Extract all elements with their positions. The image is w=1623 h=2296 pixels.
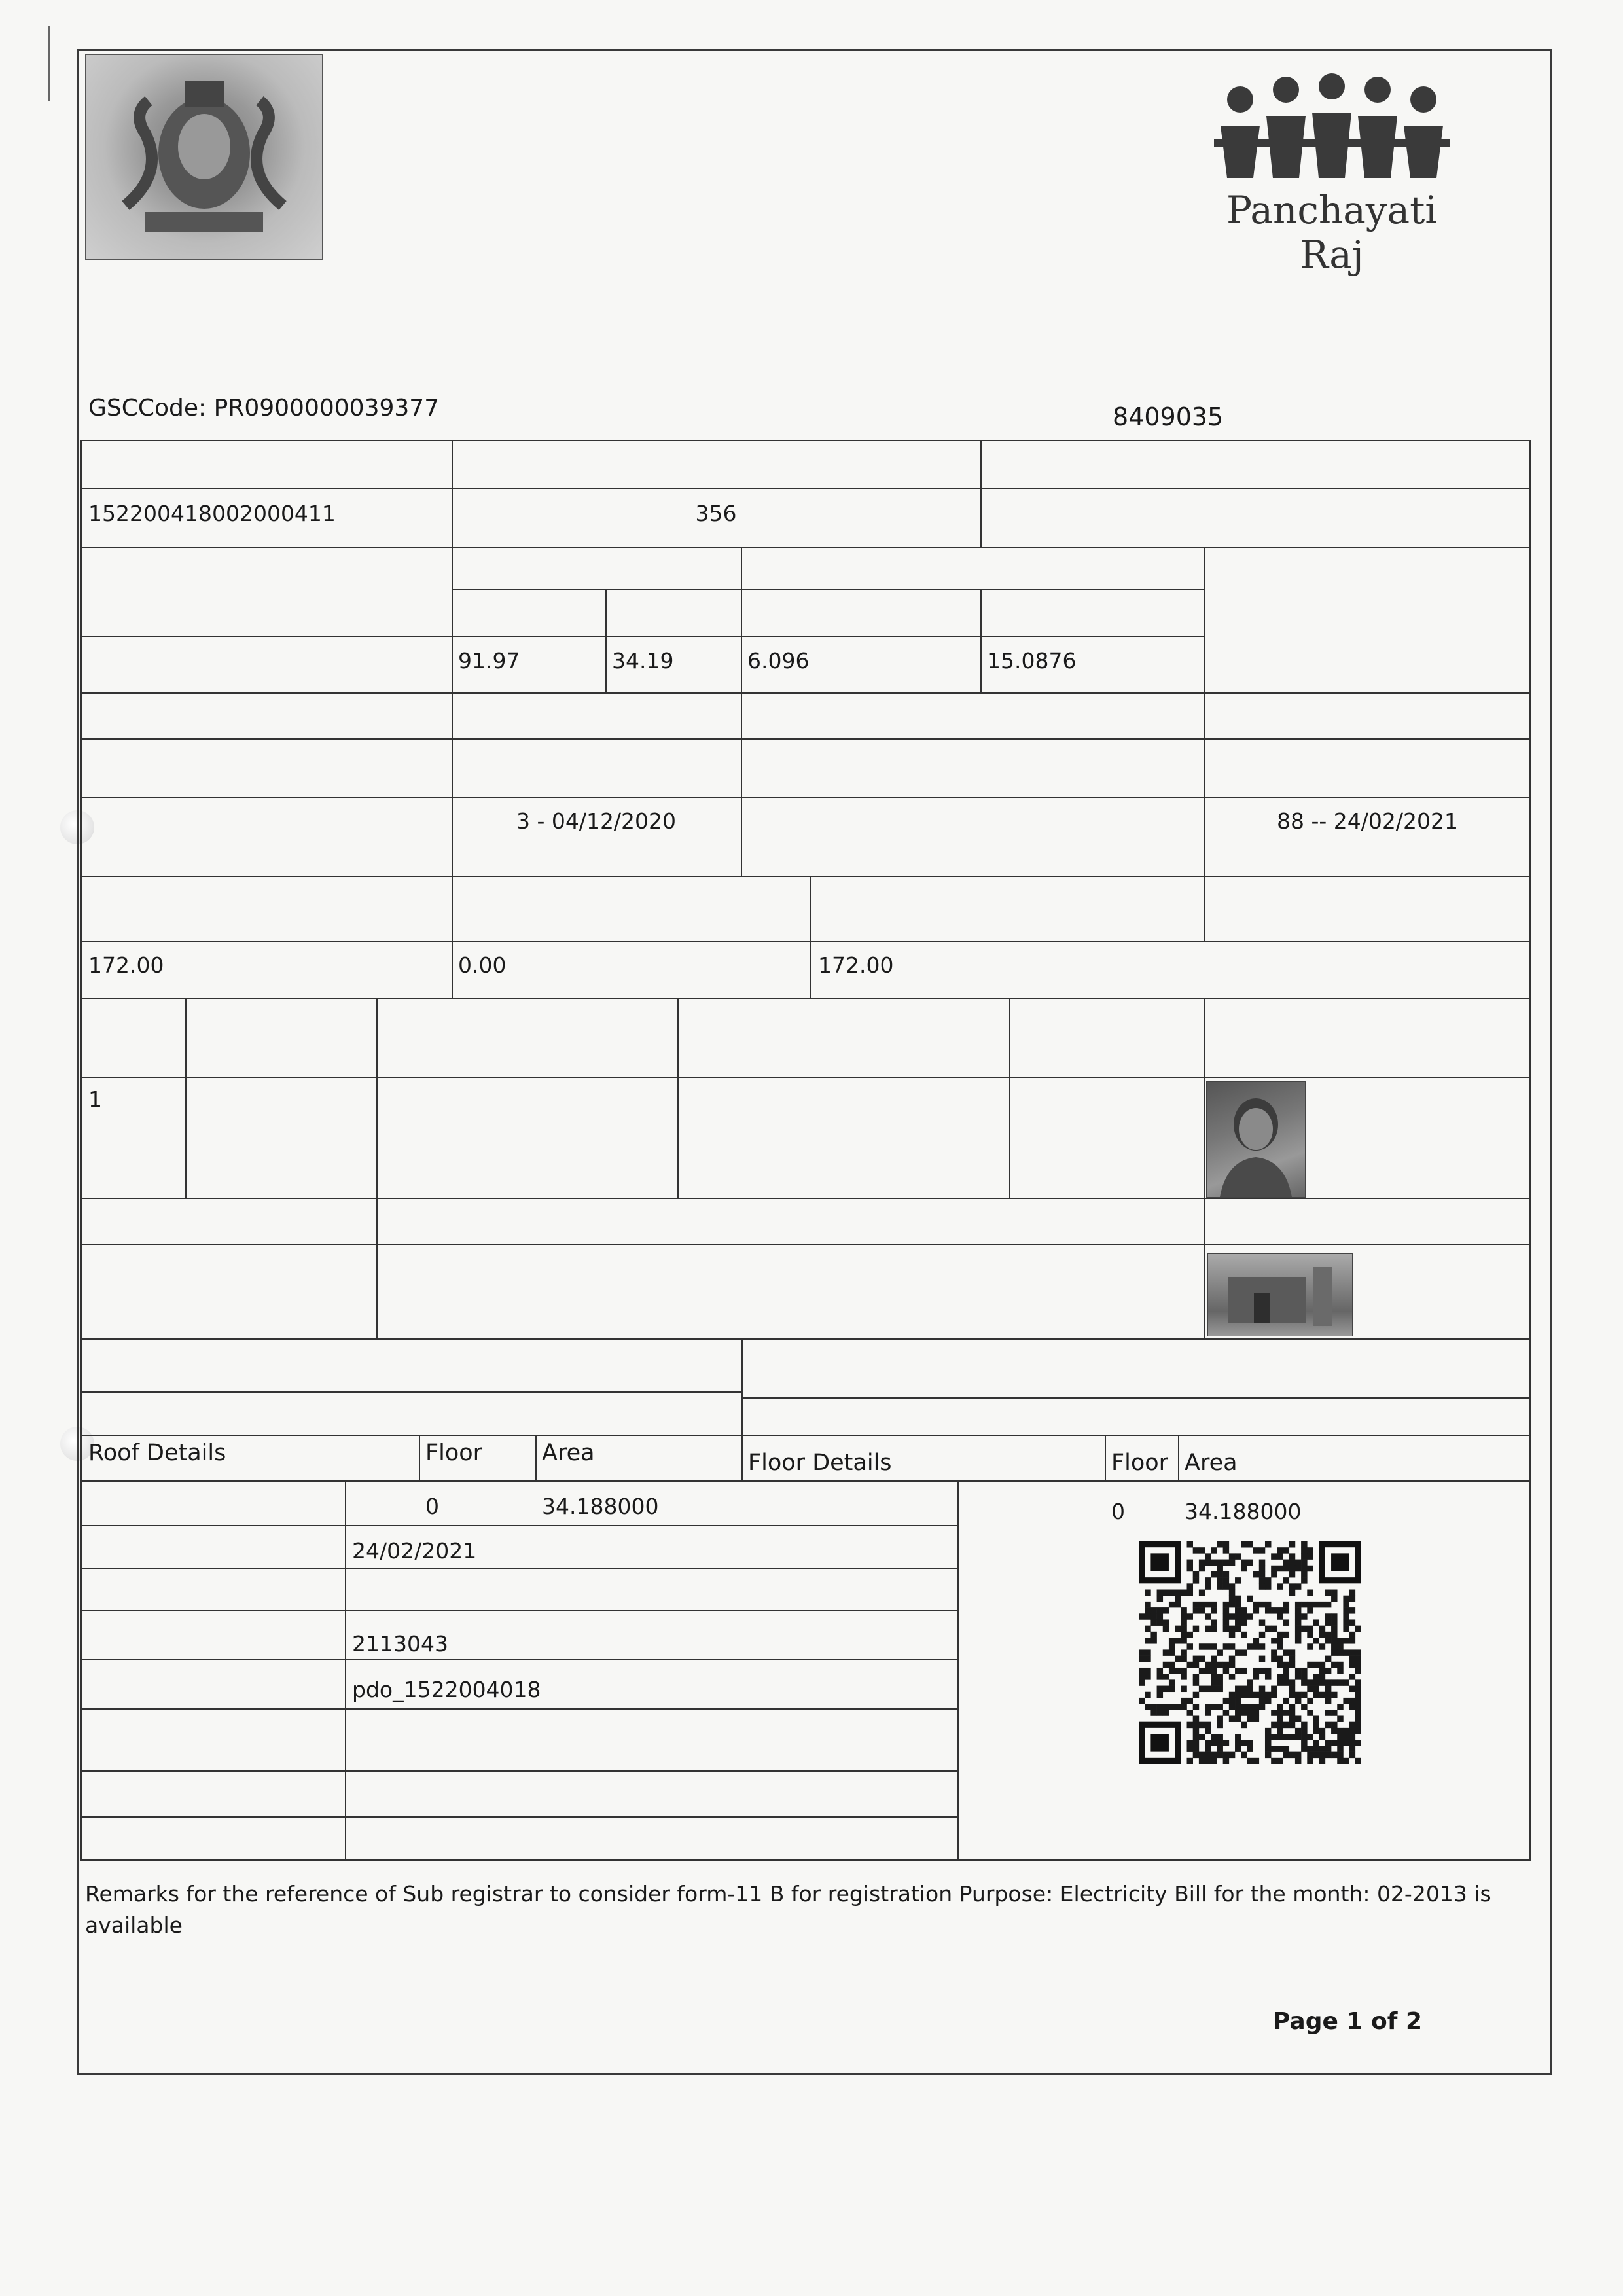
building-area: 34.19 — [612, 648, 674, 673]
flooring-area: 34.188000 — [1185, 1499, 1302, 1524]
row-rule — [80, 488, 1531, 489]
resolution-value: 3 - 04/12/2020 — [516, 808, 677, 834]
receipt-number: 2113043 — [352, 1631, 448, 1657]
panchayati-raj-logo — [1201, 73, 1463, 277]
owner-photo — [1206, 1081, 1306, 1198]
row-rule — [80, 941, 1531, 942]
col-rule — [741, 692, 742, 876]
paid-tax: 0.00 — [458, 952, 507, 978]
row-rule — [80, 1708, 957, 1710]
col-rule — [677, 998, 679, 1198]
col-rule — [376, 998, 378, 1338]
col-rule — [980, 440, 982, 547]
col-rule — [345, 1480, 346, 1860]
row-rule — [80, 998, 1531, 999]
issued-by: pdo_1522004018 — [352, 1677, 541, 1702]
row-rule — [452, 589, 1204, 590]
page-number: Page 1 of 2 — [1273, 2008, 1422, 2035]
property-id: 152200418002000411 — [88, 501, 336, 526]
row-rule — [80, 876, 1531, 877]
row-rule — [80, 1610, 957, 1611]
flooring-floor-header: Floor — [1111, 1450, 1169, 1476]
remarks: Remarks for the reference of Sub registrar to consider form-11 B for registration Purpose: Electricity Bill for the month: 02-2013 is available — [85, 1881, 1491, 1938]
row-rule — [80, 1659, 957, 1660]
row-rule — [80, 636, 1204, 637]
col-rule — [452, 692, 453, 876]
row-rule — [80, 1860, 1531, 1861]
col-rule — [741, 1338, 743, 1435]
balance-tax: 172.00 — [818, 952, 894, 978]
row-rule — [741, 1397, 1531, 1399]
row-rule — [80, 1435, 1531, 1436]
col-rule — [980, 589, 982, 692]
flooring-area-header: Area — [1185, 1450, 1238, 1476]
sadari-number: 356 — [695, 501, 737, 526]
row-rule — [80, 1077, 1531, 1078]
row-rule — [80, 1198, 1531, 1199]
col-rule — [452, 440, 453, 692]
row-rule — [80, 738, 1531, 740]
row-rule — [80, 547, 1531, 548]
roof-details-title: Roof Details — [88, 1440, 226, 1466]
property-photo — [1207, 1253, 1353, 1336]
state-emblem — [85, 54, 323, 260]
row-rule — [80, 1770, 957, 1772]
flooring-floor: 0 — [1111, 1499, 1125, 1524]
col-rule — [419, 1435, 420, 1480]
col-rule — [741, 547, 742, 692]
row-rule — [80, 1816, 957, 1818]
row-rule — [80, 1480, 1531, 1482]
scan-mark — [48, 26, 50, 101]
col-rule — [741, 1435, 743, 1480]
qr-code — [1139, 1541, 1361, 1764]
row-rule — [80, 1391, 741, 1393]
col-rule — [1009, 998, 1010, 1198]
col-rule — [810, 876, 812, 998]
roof-floor-header: Floor — [425, 1440, 483, 1466]
row-rule — [80, 797, 1531, 798]
row-rule — [80, 1568, 957, 1569]
print-date: 24/02/2021 — [352, 1538, 477, 1564]
row-rule — [80, 692, 1531, 694]
roof-floor: 0 — [425, 1494, 439, 1519]
certificate-value: 8409035 — [1113, 403, 1224, 431]
owner-number: 1 — [88, 1086, 102, 1112]
certificate-number — [1113, 403, 1223, 431]
row-rule — [80, 1244, 1531, 1245]
col-rule — [957, 1480, 959, 1860]
row-rule — [80, 1525, 957, 1526]
total-tax: 172.00 — [88, 952, 164, 978]
row-rule — [80, 1338, 1531, 1340]
north-south-value: 15.0876 — [987, 648, 1077, 673]
col-rule — [452, 876, 453, 998]
col-rule — [1204, 547, 1205, 692]
east-west-value: 6.096 — [747, 648, 810, 673]
col-rule — [605, 589, 607, 692]
col-rule — [535, 1435, 537, 1480]
floor-details-title: Floor Details — [748, 1450, 892, 1476]
col-rule — [1178, 1435, 1179, 1480]
logo-text: Panchayati Raj — [1226, 188, 1437, 277]
roof-area-header: Area — [542, 1440, 595, 1466]
mutation-value: 88 -- 24/02/2021 — [1277, 808, 1458, 834]
col-rule — [1204, 998, 1205, 1338]
col-rule — [185, 998, 187, 1198]
gsc-code: GSCCode: PR0900000039377 — [88, 395, 440, 422]
col-rule — [1105, 1435, 1106, 1480]
site-area: 91.97 — [458, 648, 520, 673]
roof-area: 34.188000 — [542, 1494, 659, 1519]
